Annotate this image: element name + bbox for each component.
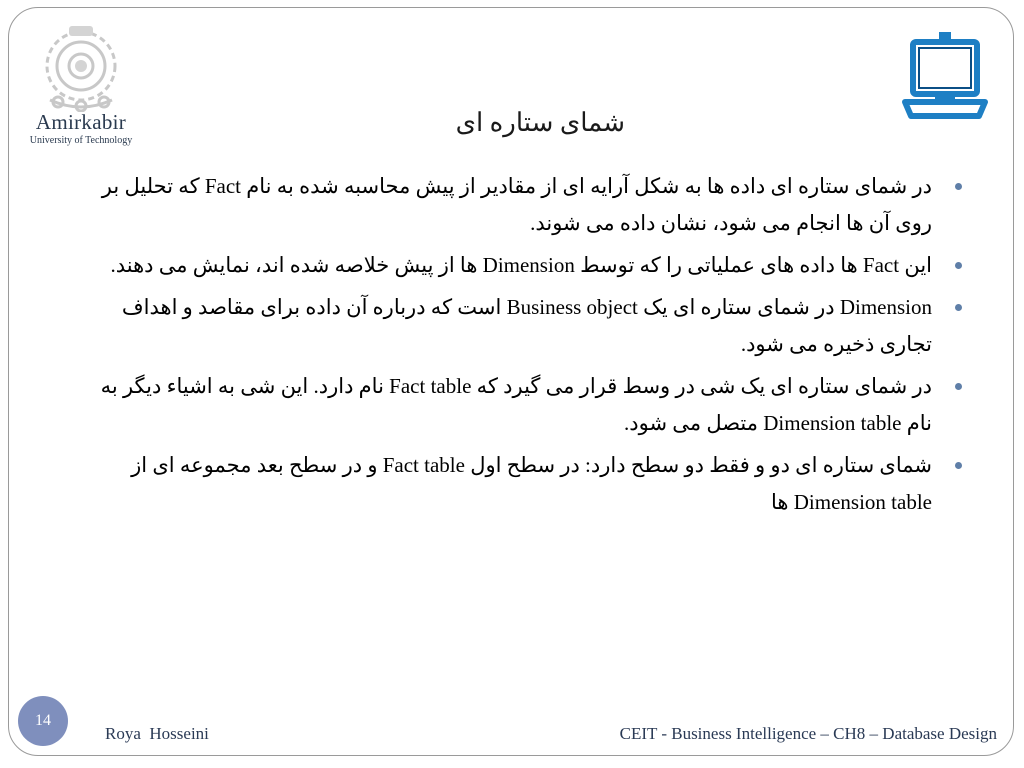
bullet-item: در شمای ستاره ای داده ها به شکل آرایه ای از مقادیر از پیش محاسبه شده به نام Fact که تحلیل بر روی آن ها انجام می شود، نشان داده می شوند. [86,168,966,242]
bullet-item: در شمای ستاره ای یک شی در وسط قرار می گیرد که Fact table نام دارد. این شی به اشیاء دیگر به نام Dimension table متصل می شود. [86,368,966,442]
university-logo [14,22,148,152]
slide-title: شمای ستاره ای [455,108,625,137]
bullet-item: این Fact ها داده های عملیاتی را که توسط Dimension ها از پیش خلاصه شده اند، نمایش می دهند. [86,247,966,284]
bullet-item: شمای ستاره ای دو و فقط دو سطح دارد: در سطح اول Fact table و در سطح بعد مجموعه ای از Dimension table ها [86,447,966,521]
amirkabir-emblem-icon [28,22,134,112]
bullet-item: Dimension در شمای ستاره ای یک Business object است که درباره آن داده برای مقاصد و اهداف تجاری ذخیره می شود. [86,289,966,363]
ceit-logo [895,24,995,124]
logo-name: Amirkabir [35,110,127,134]
footer-author: Roya Hosseini [105,724,209,743]
logo-subtitle: University of Technology [29,135,133,146]
page-number-badge [18,696,68,746]
footer-course: CEIT - Business Intelligence – CH8 – Database Design [619,724,997,743]
bullet-list [86,168,966,526]
ceit-computer-icon [895,24,995,124]
page-number: 14 [35,712,51,729]
